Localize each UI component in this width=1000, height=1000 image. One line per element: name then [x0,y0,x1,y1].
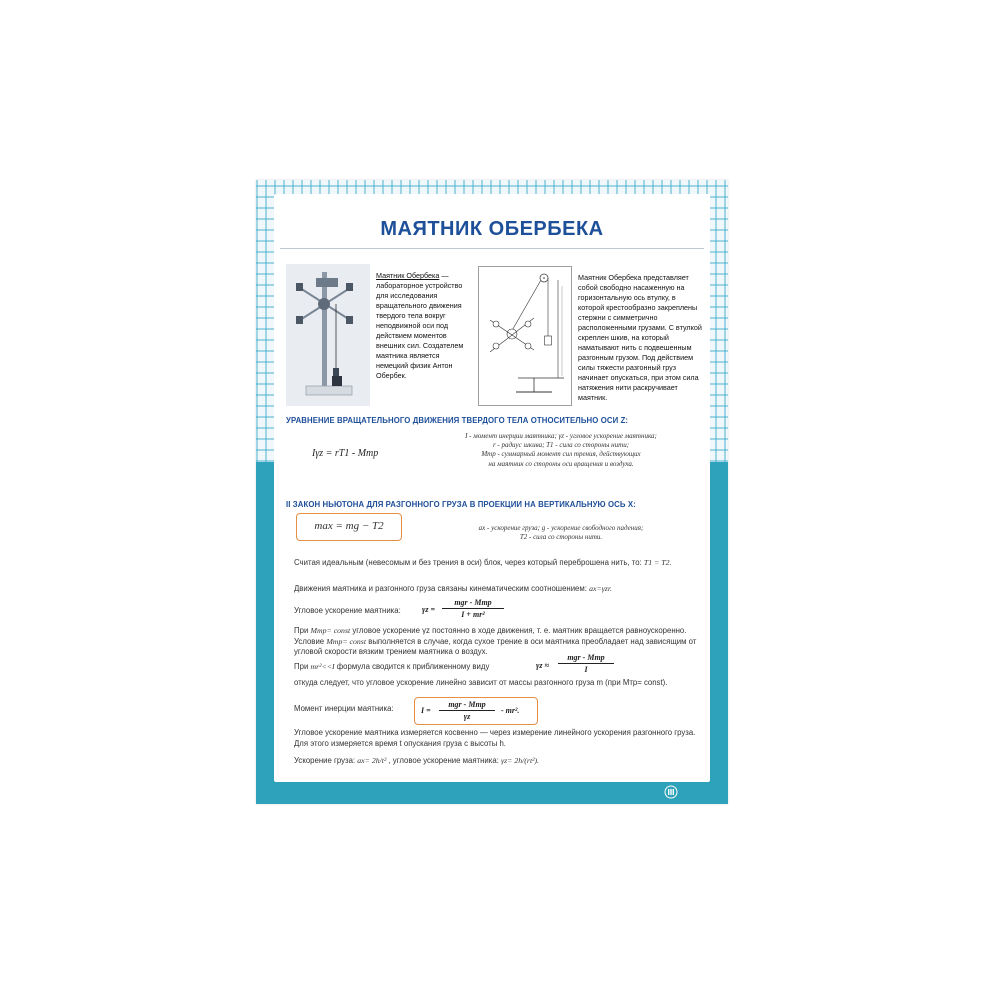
fraction-denominator: γz [463,712,471,721]
legend-line: ax - ускорение груза; g - ускорение свободного падения; [478,524,644,532]
pendulum-schematic [478,266,572,406]
angular-acc-label: Угловое ускорение маятника: [294,606,401,615]
formula: mr²<<I [310,662,335,671]
formula: γz= 2h/(rt²). [501,756,539,765]
paragraph-approx [294,662,489,673]
newton-equation: max = mg − T2 [314,520,384,532]
newton-equation-box [296,513,402,541]
formula: Mтр= const [310,626,351,635]
section1-heading: УРАВНЕНИЕ ВРАЩАТЕЛЬНОГО ДВИЖЕНИЯ ТВЕРДОГО ТЕЛА ОТНОСИТЕЛЬНО ОСИ Z: [286,416,629,425]
section1-legend [412,432,710,469]
intro-left-text [376,271,466,381]
legend-line: r - радиус шкива; T1 - сила со стороны нити; [492,441,630,450]
approx-lhs: γz ≈ [536,661,549,670]
title-divider [280,248,704,249]
paragraph-text: выполняется в случае, когда сухое трение в оси маятника преобладает над зависящим от угловой скорости вязким трением маятника о воздух. [294,636,697,656]
device-photo [286,264,370,406]
intro-term: Маятник Обербека [376,271,440,281]
inertia-equation-box [414,697,538,725]
paragraph-text: , угловое ускорение маятника: [388,756,499,765]
formula: Mтр= const [326,636,367,646]
inertia-fraction [439,700,495,721]
paragraph-text: При [294,626,309,635]
paragraph-text: угловое ускорение γz постоянно в ходе движения, т. е. маятник вращается равноускоренно. Условие [294,626,687,646]
fraction-numerator: mgr - Mтр [442,598,504,609]
fraction-numerator: mgr - Mтр [439,700,495,711]
inertia-label: Момент инерции маятника: [294,704,394,713]
formula: ax= 2h/t² [357,756,387,765]
rotation-equation: Iγz = rT1 - Mтр [312,448,379,459]
angular-acc-lhs: γz = [422,605,435,614]
content-panel [274,194,710,782]
poster-title: МАЯТНИК ОБЕРБЕКА [380,218,604,240]
fraction-denominator: I + mr² [461,610,485,619]
paragraph-text: формула сводится к приближенному виду [336,662,490,671]
paragraph-acceleration [294,756,704,767]
paragraph-text: Движения маятника и разгонного груза связаны кинематическим соотношением: [294,584,587,593]
paragraph-text: Ускорение груза: [294,756,356,765]
paragraph-kinematic [294,584,704,595]
formula: T1 = T2. [643,558,672,567]
legend-line: Mтр - суммарный момент сил трения, действующих [481,450,641,459]
section2-legend [432,524,690,542]
angular-acc-fraction [442,598,504,619]
formula: ax=γzr. [589,584,612,593]
fraction-denominator: I [584,665,588,674]
paragraph-pulley [294,558,704,569]
paragraph-text: При [294,662,309,671]
inertia-lhs: I = [421,706,431,715]
inertia-rhs: - mr². [501,706,520,715]
legend-line: I - момент инерции маятника; γz - угловое ускорение маятника; [465,432,657,440]
paragraph-measurement: Угловое ускорение маятника измеряется косвенно — через измерение линейного ускорения разгонного груза. Для этого измеряется время t опускания груза с высоты h. [294,728,696,748]
intro-right-text: Маятник Обербека представляет собой свободно насаженную на горизонтальную ось втулку, в которой крестообразно закреплены стержни с симметрично расположенными грузами. С втулкой скреплен шкив, на который наматывают нить с подвешенным разгонным грузом. Под действием силы тяжести разгонный груз начинает опускаться, при этом сила натяжения нити раскручивает маятник. [578,273,702,403]
paragraph-linear: откуда следует, что угловое ускорение линейно зависит от массы разгонного груза m (при Mтр= const). [294,678,668,687]
section2-heading: II ЗАКОН НЬЮТОНА ДЛЯ РАЗГОННОГО ГРУЗА В ПРОЕКЦИИ НА ВЕРТИКАЛЬНУЮ ОСЬ X: [286,500,636,509]
fraction-numerator: mgr - Mтр [558,653,614,664]
paragraph-text: Считая идеальным (невесомым и без трения в оси) блок, через который переброшена нить, то: [294,558,642,567]
intro-left-body: — лабораторное устройство для исследования вращательного движения твердого тела вокруг неподвижной оси под действием моментов внешних сил. Создателем маятника является немецкий физик Антон Обербек. [376,271,464,381]
legend-line: T2 - сила со стороны нити. [519,533,603,542]
poster [256,180,728,804]
publisher-logo-icon [664,785,678,799]
approx-fraction [558,653,614,674]
paragraph-const-friction [294,626,704,658]
legend-line: на маятник со стороны оси вращения и воздуха. [488,459,634,468]
